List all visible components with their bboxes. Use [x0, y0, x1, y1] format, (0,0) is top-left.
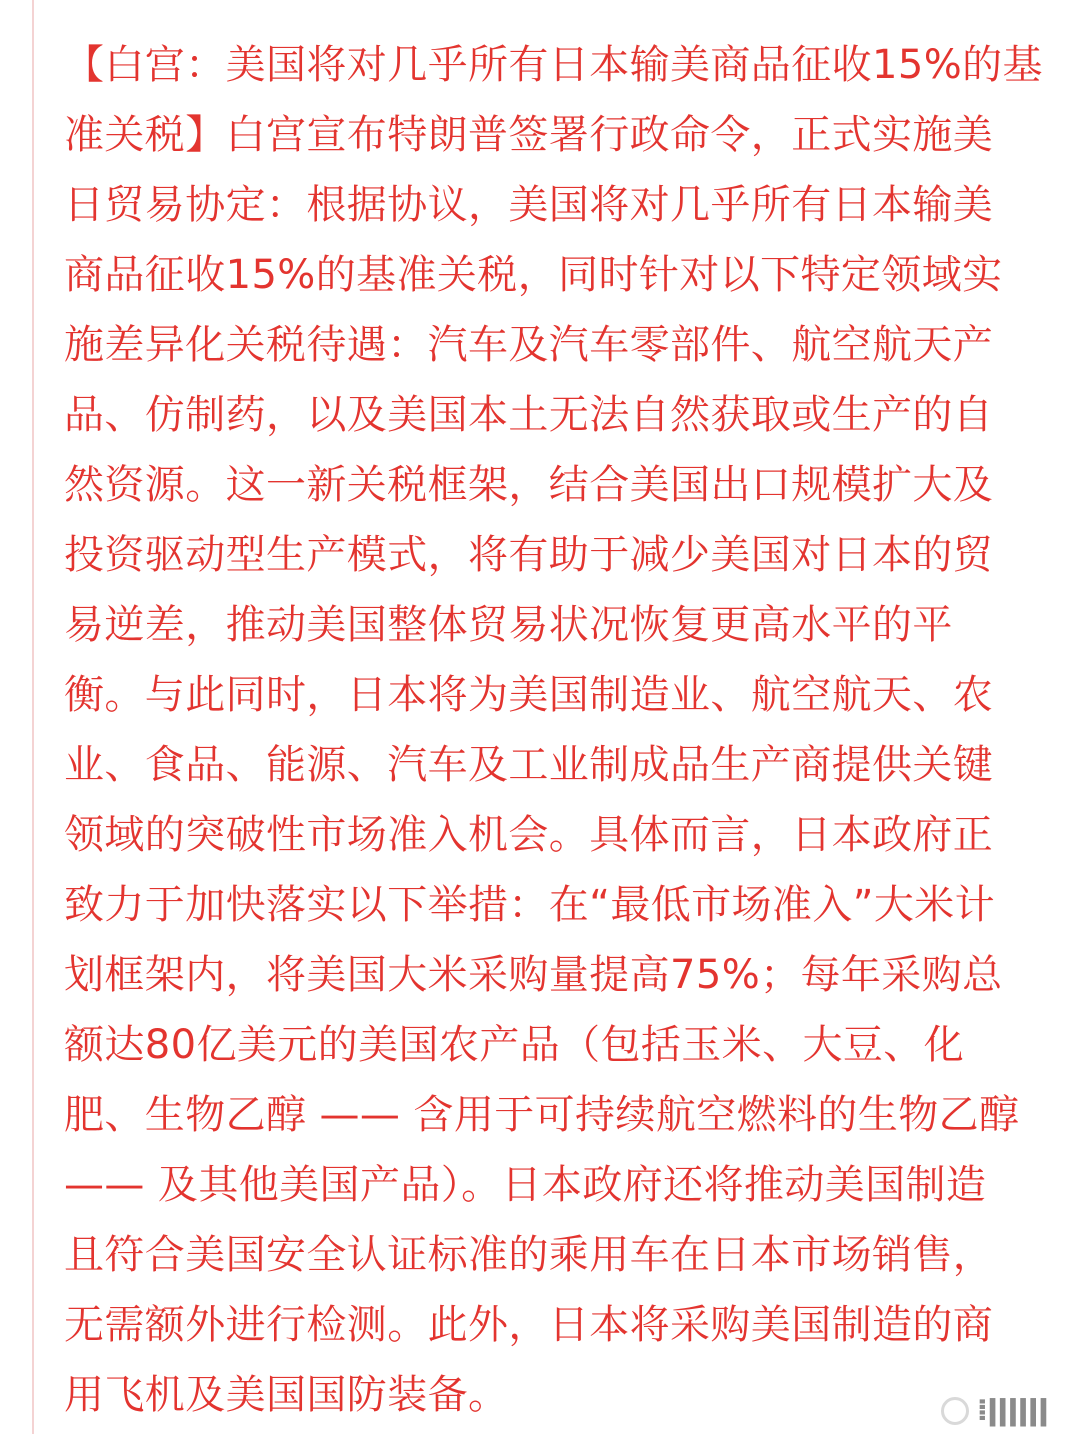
article-line: 且符合美国安全认证标准的乘用车在日本市场销售， [64, 1232, 994, 1278]
left-margin-rule [32, 0, 34, 1434]
article-line: 品、仿制药，以及美国本土无法自然获取或生产的自 [64, 392, 994, 438]
article-line: 无需额外进行检测。此外，日本将采购美国制造的商 [64, 1302, 994, 1348]
article-line: 致力于加快落实以下举措：在“最低市场准入”大米计 [64, 882, 996, 928]
watermark-text: ⁞ǀǀǀǀǀǀ [976, 1393, 1048, 1428]
article-line: —— 及其他美国产品）。日本政府还将推动美国制造 [64, 1162, 987, 1208]
article-line: 准关税】白宫宣布特朗普签署行政命令，正式实施美 [64, 112, 994, 158]
circle-logo-icon [941, 1397, 969, 1425]
article-line: 额达80亿美元的美国农产品（包括玉米、大豆、化 [64, 1022, 965, 1068]
article-line: 易逆差，推动美国整体贸易状况恢复更高水平的平 [64, 602, 953, 648]
article-body [64, 30, 1060, 1430]
article-line: 用飞机及美国国防装备。 [64, 1372, 509, 1418]
article-line: 商品征收15%的基准关税，同时针对以下特定领域实 [64, 252, 1003, 298]
watermark [931, 1390, 1058, 1432]
article-line: 肥、生物乙醇 —— 含用于可持续航空燃料的生物乙醇 [64, 1092, 1020, 1138]
article-line: 【白宫：美国将对几乎所有日本输美商品征收15%的基 [64, 42, 1043, 88]
article-line: 投资驱动型生产模式，将有助于减少美国对日本的贸 [64, 532, 994, 578]
article-line: 领域的突破性市场准入机会。具体而言，日本政府正 [64, 812, 994, 858]
article-line: 业、食品、能源、汽车及工业制成品生产商提供关键 [64, 742, 994, 788]
article-line: 日贸易协定：根据协议，美国将对几乎所有日本输美 [64, 182, 994, 228]
article-line: 然资源。这一新关税框架，结合美国出口规模扩大及 [64, 462, 994, 508]
article-line: 衡。与此同时，日本将为美国制造业、航空航天、农 [64, 672, 994, 718]
article-line: 施差异化关税待遇：汽车及汽车零部件、航空航天产 [64, 322, 994, 368]
article-line: 划框架内，将美国大米采购量提高75%；每年采购总 [64, 952, 1003, 998]
